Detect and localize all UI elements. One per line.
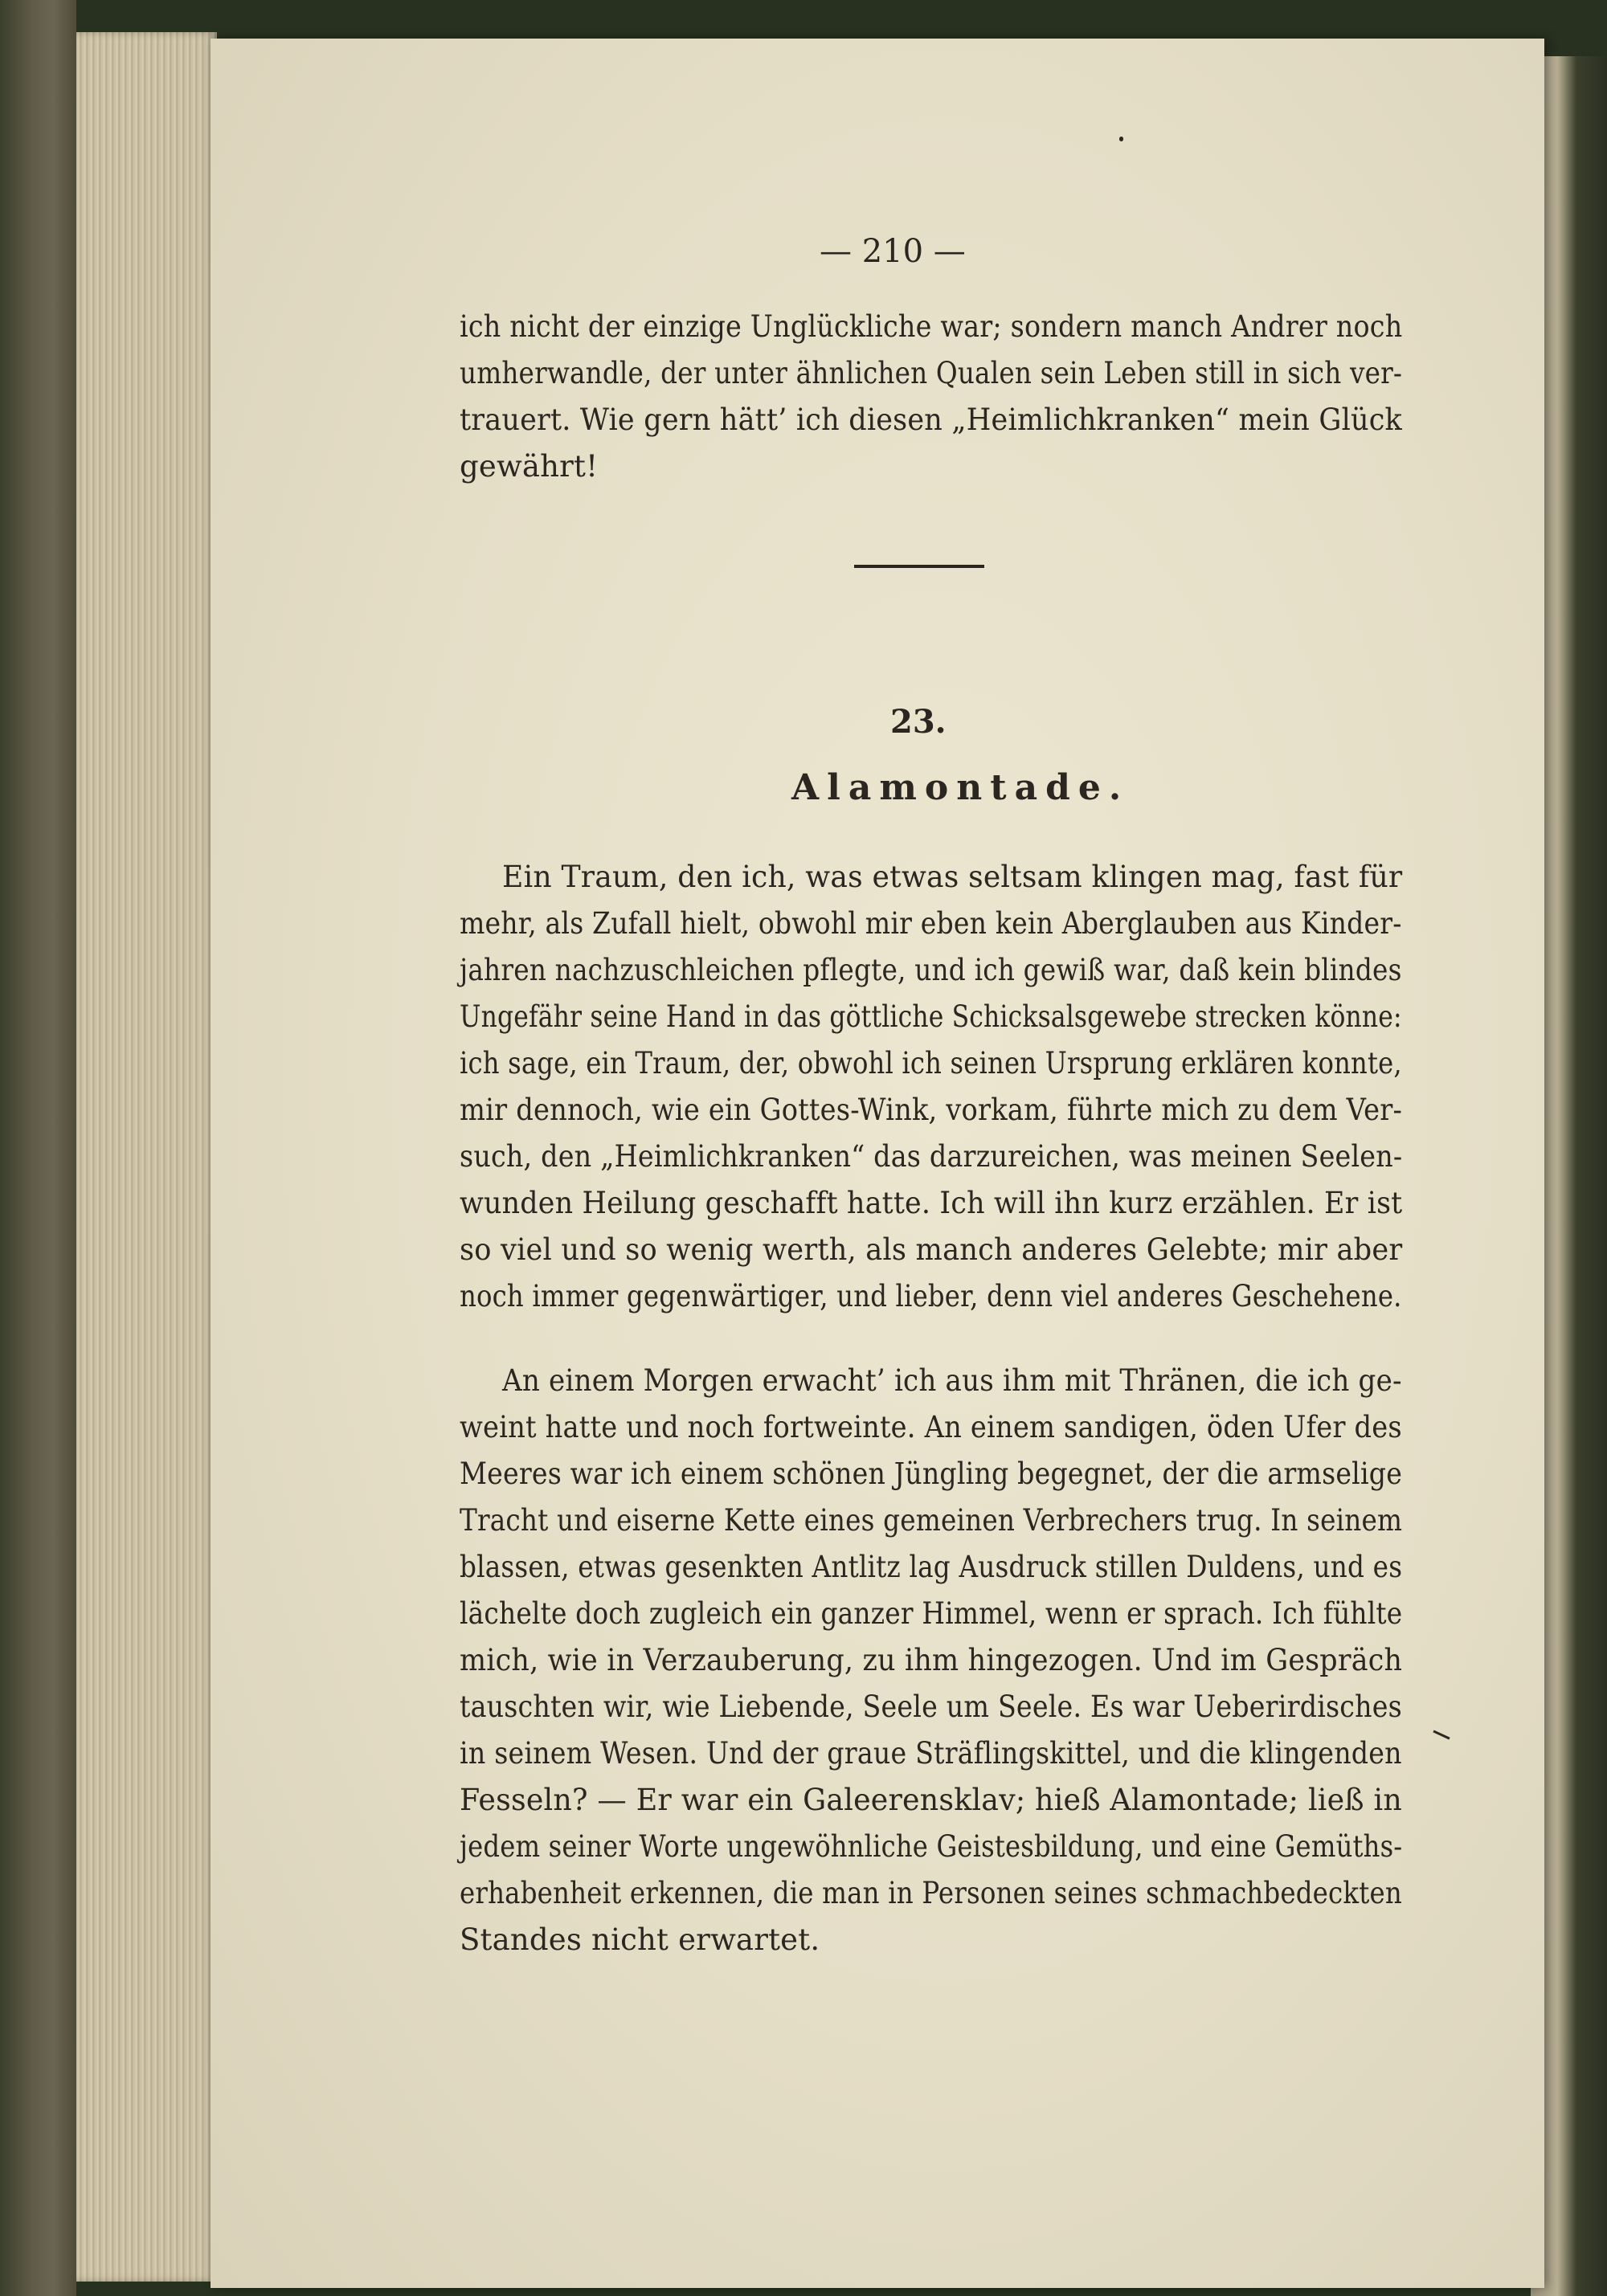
paragraph-line: jahren nachzuschleichen pflegte, und ich gewiß war, daß kein blindes [460,953,1402,987]
paragraph-line: noch immer gegenwärtiger, und lieber, denn viel anderes Geschehene. [460,1279,1402,1313]
paragraph-line: mich, wie in Verzauberung, zu ihm hingezogen. Und im Gespräch [460,1643,1403,1677]
paragraph-line: tauschten wir, wie Liebende, Seele um Seele. Es war Ueberirdisches [460,1689,1402,1724]
intro-line: ich nicht der einzige Unglückliche war; sondern manch Andrer noch [460,309,1403,344]
paragraph-line: Meeres war ich einem schönen Jüngling begegnet, der die armselige [460,1456,1403,1491]
paragraph-line: jedem seiner Worte ungewöhnliche Geistesbildung, und eine Gemüths- [460,1829,1403,1864]
paragraph-line: such, den „Heimlichkranken“ das darzureichen, was meinen Seelen- [460,1139,1403,1174]
paragraph-line: in seinem Wesen. Und der graue Sträflingskittel, und die klingenden [460,1736,1402,1771]
paragraph-line: Standes nicht erwartet. [460,1922,820,1957]
paragraph-line: An einem Morgen erwacht’ ich aus ihm mit Thränen, die ich ge- [502,1363,1402,1398]
paragraph-line: Fesseln? — Er war ein Galeerensklav; hieß Alamontade; ließ in [460,1783,1402,1817]
paragraph-line: wunden Heilung geschafft hatte. Ich will ihn kurz erzählen. Er ist [460,1186,1403,1220]
chapter-number: 23. [890,703,947,741]
paragraph-line: mehr, als Zufall hielt, obwohl mir eben kein Aberglauben aus Kinder- [460,906,1402,941]
intro-line: gewährt! [460,449,599,484]
page-number: — 210 — [820,233,966,270]
ink-speck [1119,137,1123,141]
paragraph-line: Tracht und eiserne Kette eines gemeinen Verbrechers trug. In seinem [460,1503,1403,1538]
page-stack-edges [76,32,217,2282]
paragraph-line: lächelte doch zugleich ein ganzer Himmel, wenn er sprach. Ich fühlte [460,1596,1403,1631]
paragraph-line: ich sage, ein Traum, der, obwohl ich seinen Ursprung erklären konnte, [460,1046,1402,1081]
paragraph-line: Ungefähr seine Hand in das göttliche Schicksalsgewebe strecken könne: [460,999,1402,1034]
intro-line: umherwandle, der unter ähnlichen Qualen sein Leben still in sich ver- [460,356,1403,390]
book-cover-edge [0,0,76,2296]
section-divider [854,565,984,568]
paragraph-line: weint hatte und noch fortweinte. An einem sandigen, öden Ufer des [460,1410,1402,1444]
chapter-title: Alamontade. [791,767,1130,808]
paragraph-line: Ein Traum, den ich, was etwas seltsam klingen mag, fast für [502,860,1403,894]
intro-line: trauert. Wie gern hätt’ ich diesen „Heimlichkranken“ mein Glück [460,402,1402,437]
paragraph-line: mir dennoch, wie ein Gottes-Wink, vorkam, führte mich zu dem Ver- [460,1093,1403,1127]
paragraph-line: erhabenheit erkennen, die man in Personen seines schmachbedeckten [460,1876,1402,1910]
paragraph-line: so viel und so wenig werth, als manch anderes Gelebte; mir aber [460,1232,1403,1267]
paragraph-line: blassen, etwas gesenkten Antlitz lag Ausdruck stillen Duldens, und es [460,1550,1403,1584]
